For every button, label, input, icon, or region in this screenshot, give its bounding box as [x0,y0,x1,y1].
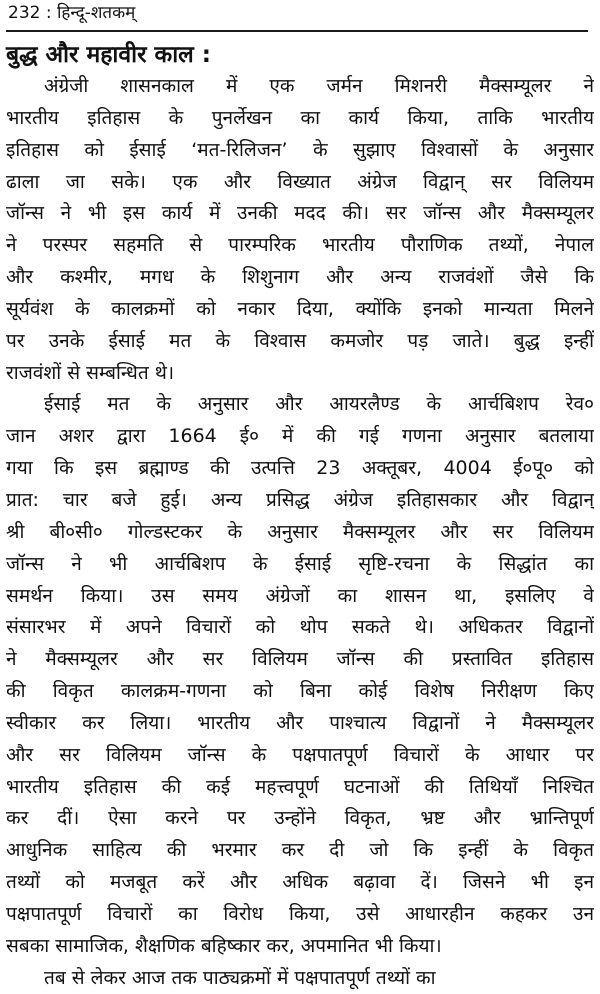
text-line: ढाला जा सके। एक और विख्यात अंग्रेज विद्वान् सर विलियम [6,170,594,193]
text-line: ने मैक्सम्यूलर और सर विलियम जॉन्स की प्रस्तावित इतिहास [6,648,594,671]
text-line: कर दीं। ऐसा करने पर उन्होंने विकृत, भ्रष्ट और भ्रान्तिपूर्ण [6,807,594,830]
text-line: जान अशर द्वारा 1664 ई० में की गई गणना अनुसार बतलाया [6,425,594,448]
text-line: समर्थन किया। उस समय अंग्रेजों का शासन था, इसलिए वे [6,584,594,607]
text-line: श्री बी०सी० गोल्डस्टकर के अनुसार मैक्सम्यूलर और सर विलियम [6,520,594,543]
text-line: और सर विलियम जॉन्स के पक्षपातपूर्ण विचारों के आधार पर [6,743,594,766]
text-line: जॉन्स ने भी इस कार्य में उनकी मदद की। सर जॉन्स और मैक्सम्यूलर [6,202,594,225]
text-line: तथ्यों को मजबूत करें और अधिक बढ़ावा दें। जिसने भी इन [6,871,594,894]
text-line: अंग्रेजी शासनकाल में एक जर्मन मिशनरी मैक्सम्यूलर ने [44,75,594,97]
section-heading: बुद्ध और महावीर काल : [6,42,211,68]
text-line: पर उनके ईसाई मत के विश्वास कमजोर पड़ जाते। बुद्ध इन्हीं [6,329,594,352]
text-line: स्वीकार कर लिया। भारतीय और पाश्चात्य विद्वानों ने मैक्सम्यूलर [6,711,594,734]
text-line: भारतीय इतिहास के पुनर्लेखन का कार्य किया, ताकि भारतीय [6,106,594,129]
text-line: राजवंशों से सम्बन्धित थे। [6,361,175,384]
text-line: संसारभर में अपने विचारों को थोप सकते थे। अधिकतर विद्वानों [6,616,594,639]
text-line: सबका सामाजिक, शैक्षणिक बहिष्कार कर, अपमानित भी किया। [6,934,442,957]
text-line: भारतीय इतिहास की कई महत्त्वपूर्ण घटनाओं की तिथियाँ निश्चित [6,775,594,798]
text-line: गया कि इस ब्रह्माण्ड की उत्पत्ति 23 अक्तूबर, 4004 ई०पू० को [6,457,594,480]
text-line: ईसाई मत के अनुसार और आयरलैण्ड के आर्चबिशप रेव० [44,393,594,416]
text-line: पक्षपातपूर्ण विचारों का विरोध किया, उसे आधारहीन कहकर उन [6,902,594,925]
header-rule [6,30,588,32]
text-line: प्रात: चार बजे हुई। अन्य प्रसिद्ध अंग्रेज इतिहासकार और विद्वान् [6,488,594,511]
text-line: इतिहास को ईसाई ‘मत-रिलिजन’ के सुझाए विश्वासों के अनुसार [6,138,594,161]
text-line: जॉन्स ने भी आर्चबिशप के ईसाई सृष्टि-रचना के सिद्धांत का [6,552,594,575]
text-line: और कश्मीर, मगध के शिशुनाग और अन्य राजवंशों जैसे कि [6,266,594,289]
running-header: 232 : हिन्दू-शतकम् [8,3,136,23]
text-line: ने परस्पर सहमति से पारम्परिक भारतीय पौराणिक तथ्यों, नेपाल [6,234,594,257]
text-line: आधुनिक साहित्य की भरमार कर दी जो कि इन्हीं के विकृत [6,839,594,862]
text-line: सूर्यवंश के कालक्रमों को नकार दिया, क्योंकि इनको मान्यता मिलने [6,297,594,320]
text-line: तब से लेकर आज तक पाठ्यक्रमों में पक्षपातपूर्ण तथ्यों का [44,966,436,989]
text-line: की विकृत कालक्रम-गणना को बिना कोई विशेष निरीक्षण किए [6,680,594,703]
body-text [6,71,594,994]
